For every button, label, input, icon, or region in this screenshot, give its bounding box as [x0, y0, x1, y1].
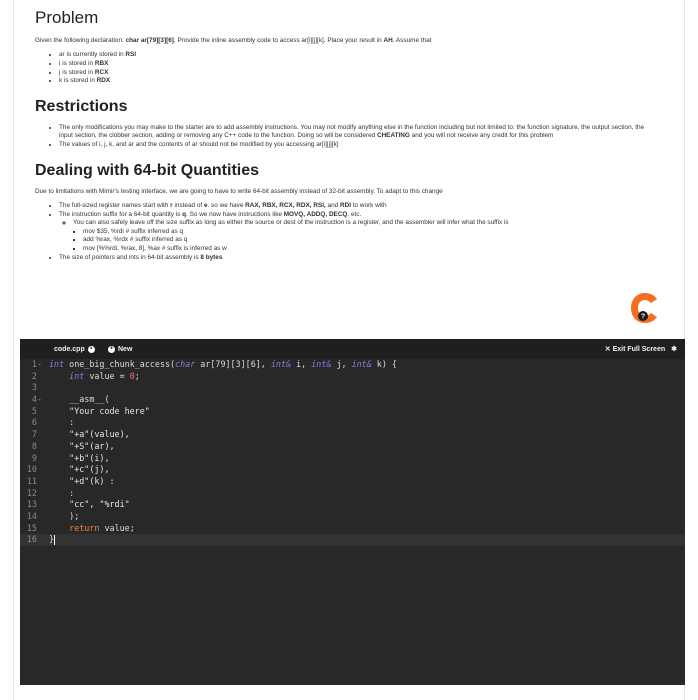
line-number: 11: [26, 475, 42, 486]
gear-icon[interactable]: ✱: [671, 346, 677, 353]
code-line[interactable]: [20, 441, 685, 453]
line-number: 16: [26, 534, 42, 545]
list-item: • The size of pointers and ints in 64-bit assembly is 8 bytes: [59, 254, 655, 263]
line-number: 13: [26, 499, 42, 510]
code-line[interactable]: [20, 406, 685, 418]
list-item: • The full-sized register names start with r instead of e. so we have RAX, RBX, RCX, RDX, RSI, and RDI to work with: [59, 202, 655, 211]
code-line[interactable]: [20, 523, 685, 535]
list-item: ◦ You can also safely leave off the size suffix as long as either the source or dest of the instruction is a register, and the assembler will infer what the suffix is ▪ mov $35, %rdi # suffix inferred as q ▪ add %rax, %rdx # suffix inferred as q ▪ mov [%%rdi, %rax, 8], %ax # suffix is inferred as w: [73, 219, 655, 253]
list-item: ▪ mov $35, %rdi # suffix inferred as q: [83, 228, 655, 237]
line-number: 10: [26, 464, 42, 475]
code-line[interactable]: [20, 499, 685, 511]
list-item: ▪ mov [%%rdi, %rax, 8], %ax # suffix is inferred as w: [83, 245, 655, 254]
line-number: 3: [31, 382, 42, 393]
code-line[interactable]: [20, 371, 685, 383]
list-item: • i is stored in RBX: [59, 60, 655, 69]
list-item: • k is stored in RDX: [59, 77, 655, 86]
code-text: }: [49, 534, 55, 545]
list-item: • The values of i, j, k, and ar and the contents of ar should not be modified by you accessing ar[i][j][k]: [59, 141, 655, 150]
editor-controls: [605, 343, 677, 355]
line-number: 12: [26, 487, 42, 498]
new-file-label: New: [118, 345, 133, 353]
code-line[interactable]: [20, 511, 685, 523]
code-text: "+S"(ar),: [49, 440, 115, 451]
new-file-button[interactable]: [108, 343, 132, 355]
code-text: );: [49, 510, 80, 521]
line-number: 2: [31, 370, 42, 381]
code-text: :: [49, 487, 75, 498]
code-text: "cc", "%rdi": [49, 499, 130, 510]
code-line[interactable]: [20, 359, 685, 371]
line-number: 14: [26, 510, 42, 521]
line-number: 8: [31, 440, 42, 451]
code-text: int one_big_chunk_access(char ar[79][3][6], int& i, int& j, int& k) {: [49, 359, 397, 369]
code-text: "Your code here": [49, 405, 150, 416]
code-line[interactable]: [20, 417, 685, 429]
list-item: • ar is currently stored in RSI: [59, 51, 655, 60]
line-number: 6: [31, 417, 42, 428]
editor-toolbar: [20, 339, 685, 359]
code-text: int value = 0;: [69, 370, 140, 381]
line-number: 15: [26, 522, 42, 533]
example-list: [73, 228, 655, 254]
plus-icon: +: [109, 345, 114, 352]
line-number: 9: [31, 452, 42, 463]
dealing-intro: Due to limitations with Mimir's testing interface, we are going to have to write 64-bit assembly instead of 32-bit assembly. To adapt to this change: [35, 187, 443, 195]
line-number: 4-: [31, 394, 42, 405]
code-text: "+a"(value),: [49, 429, 130, 440]
problem-document: [35, 8, 655, 262]
dealing-heading: Dealing with 64-bit Quantities: [35, 161, 260, 179]
tab-options-icon[interactable]: •: [88, 346, 95, 353]
code-text: :: [49, 417, 75, 428]
line-number: 5: [31, 405, 42, 416]
collapse-icon: ✕: [604, 346, 611, 353]
dealing-list: [35, 202, 655, 262]
restrictions-list: [35, 124, 655, 150]
code-line[interactable]: [20, 394, 685, 406]
list-item: • j is stored in RCX: [59, 69, 655, 78]
problem-intro: Given the following declaration: char ar[79][3][6]. Provide the inline assembly code to access ar[i][j][k]. Place your result in AH. Assume that: [35, 37, 432, 44]
code-editor: [20, 339, 685, 685]
code-line[interactable]: [20, 476, 685, 488]
code-text: return value;: [69, 522, 135, 533]
line-number: 7: [31, 429, 42, 440]
code-line[interactable]: [20, 429, 685, 441]
code-text: "+b"(i),: [49, 452, 110, 463]
brand-logo-icon: [630, 292, 660, 324]
text-cursor: [54, 535, 55, 545]
tab-code-cpp[interactable]: [54, 343, 95, 355]
problem-heading: Problem: [35, 8, 99, 27]
restrictions-heading: Restrictions: [35, 97, 128, 115]
code-line[interactable]: [20, 488, 685, 500]
sub-list: [59, 219, 655, 253]
code-text: "+d"(k) :: [49, 475, 115, 486]
code-area[interactable]: [20, 359, 685, 546]
list-item: • The instruction suffix for a 64-bit quantity is q. So we now have instructions like MOVQ, ADDQ, DECQ, etc. ◦ You can also safely leave off the size suffix as long as either the source or dest of the instruction is a register, and the assembler will infer what the suffix is ▪ mov $35, %rdi # suffix inferred as q ▪ add %rax, %rdx # suffix inferred as q ▪ mov [%%rdi, %rax, 8], %ax # suffix is inferred as w: [59, 211, 655, 254]
list-item: ▪ add %rax, %rdx # suffix inferred as q: [83, 236, 655, 245]
code-line[interactable]: [20, 453, 685, 465]
code-line[interactable]: [20, 534, 685, 546]
code-text: "+c"(j),: [49, 464, 110, 475]
tab-label: code.cpp: [54, 345, 85, 353]
exit-full-screen-button[interactable]: ✕ Exit Full Screen: [604, 346, 666, 353]
code-line[interactable]: [20, 464, 685, 476]
register-list: [35, 51, 655, 85]
line-number: 1-: [31, 359, 42, 369]
code-text: __asm__(: [49, 394, 110, 405]
code-line[interactable]: [20, 382, 685, 394]
svg-text:?: ?: [640, 313, 646, 321]
list-item: • The only modifications you may make to the starter are to add assembly instructions. You may not modify anything else in the function including but not limited to: the function signature, the output section, the input section, the clobber section, adding or removing any C++ code to the function. Doing so will be considered CHEATING and you will not receive any credit for this problem: [59, 124, 655, 141]
